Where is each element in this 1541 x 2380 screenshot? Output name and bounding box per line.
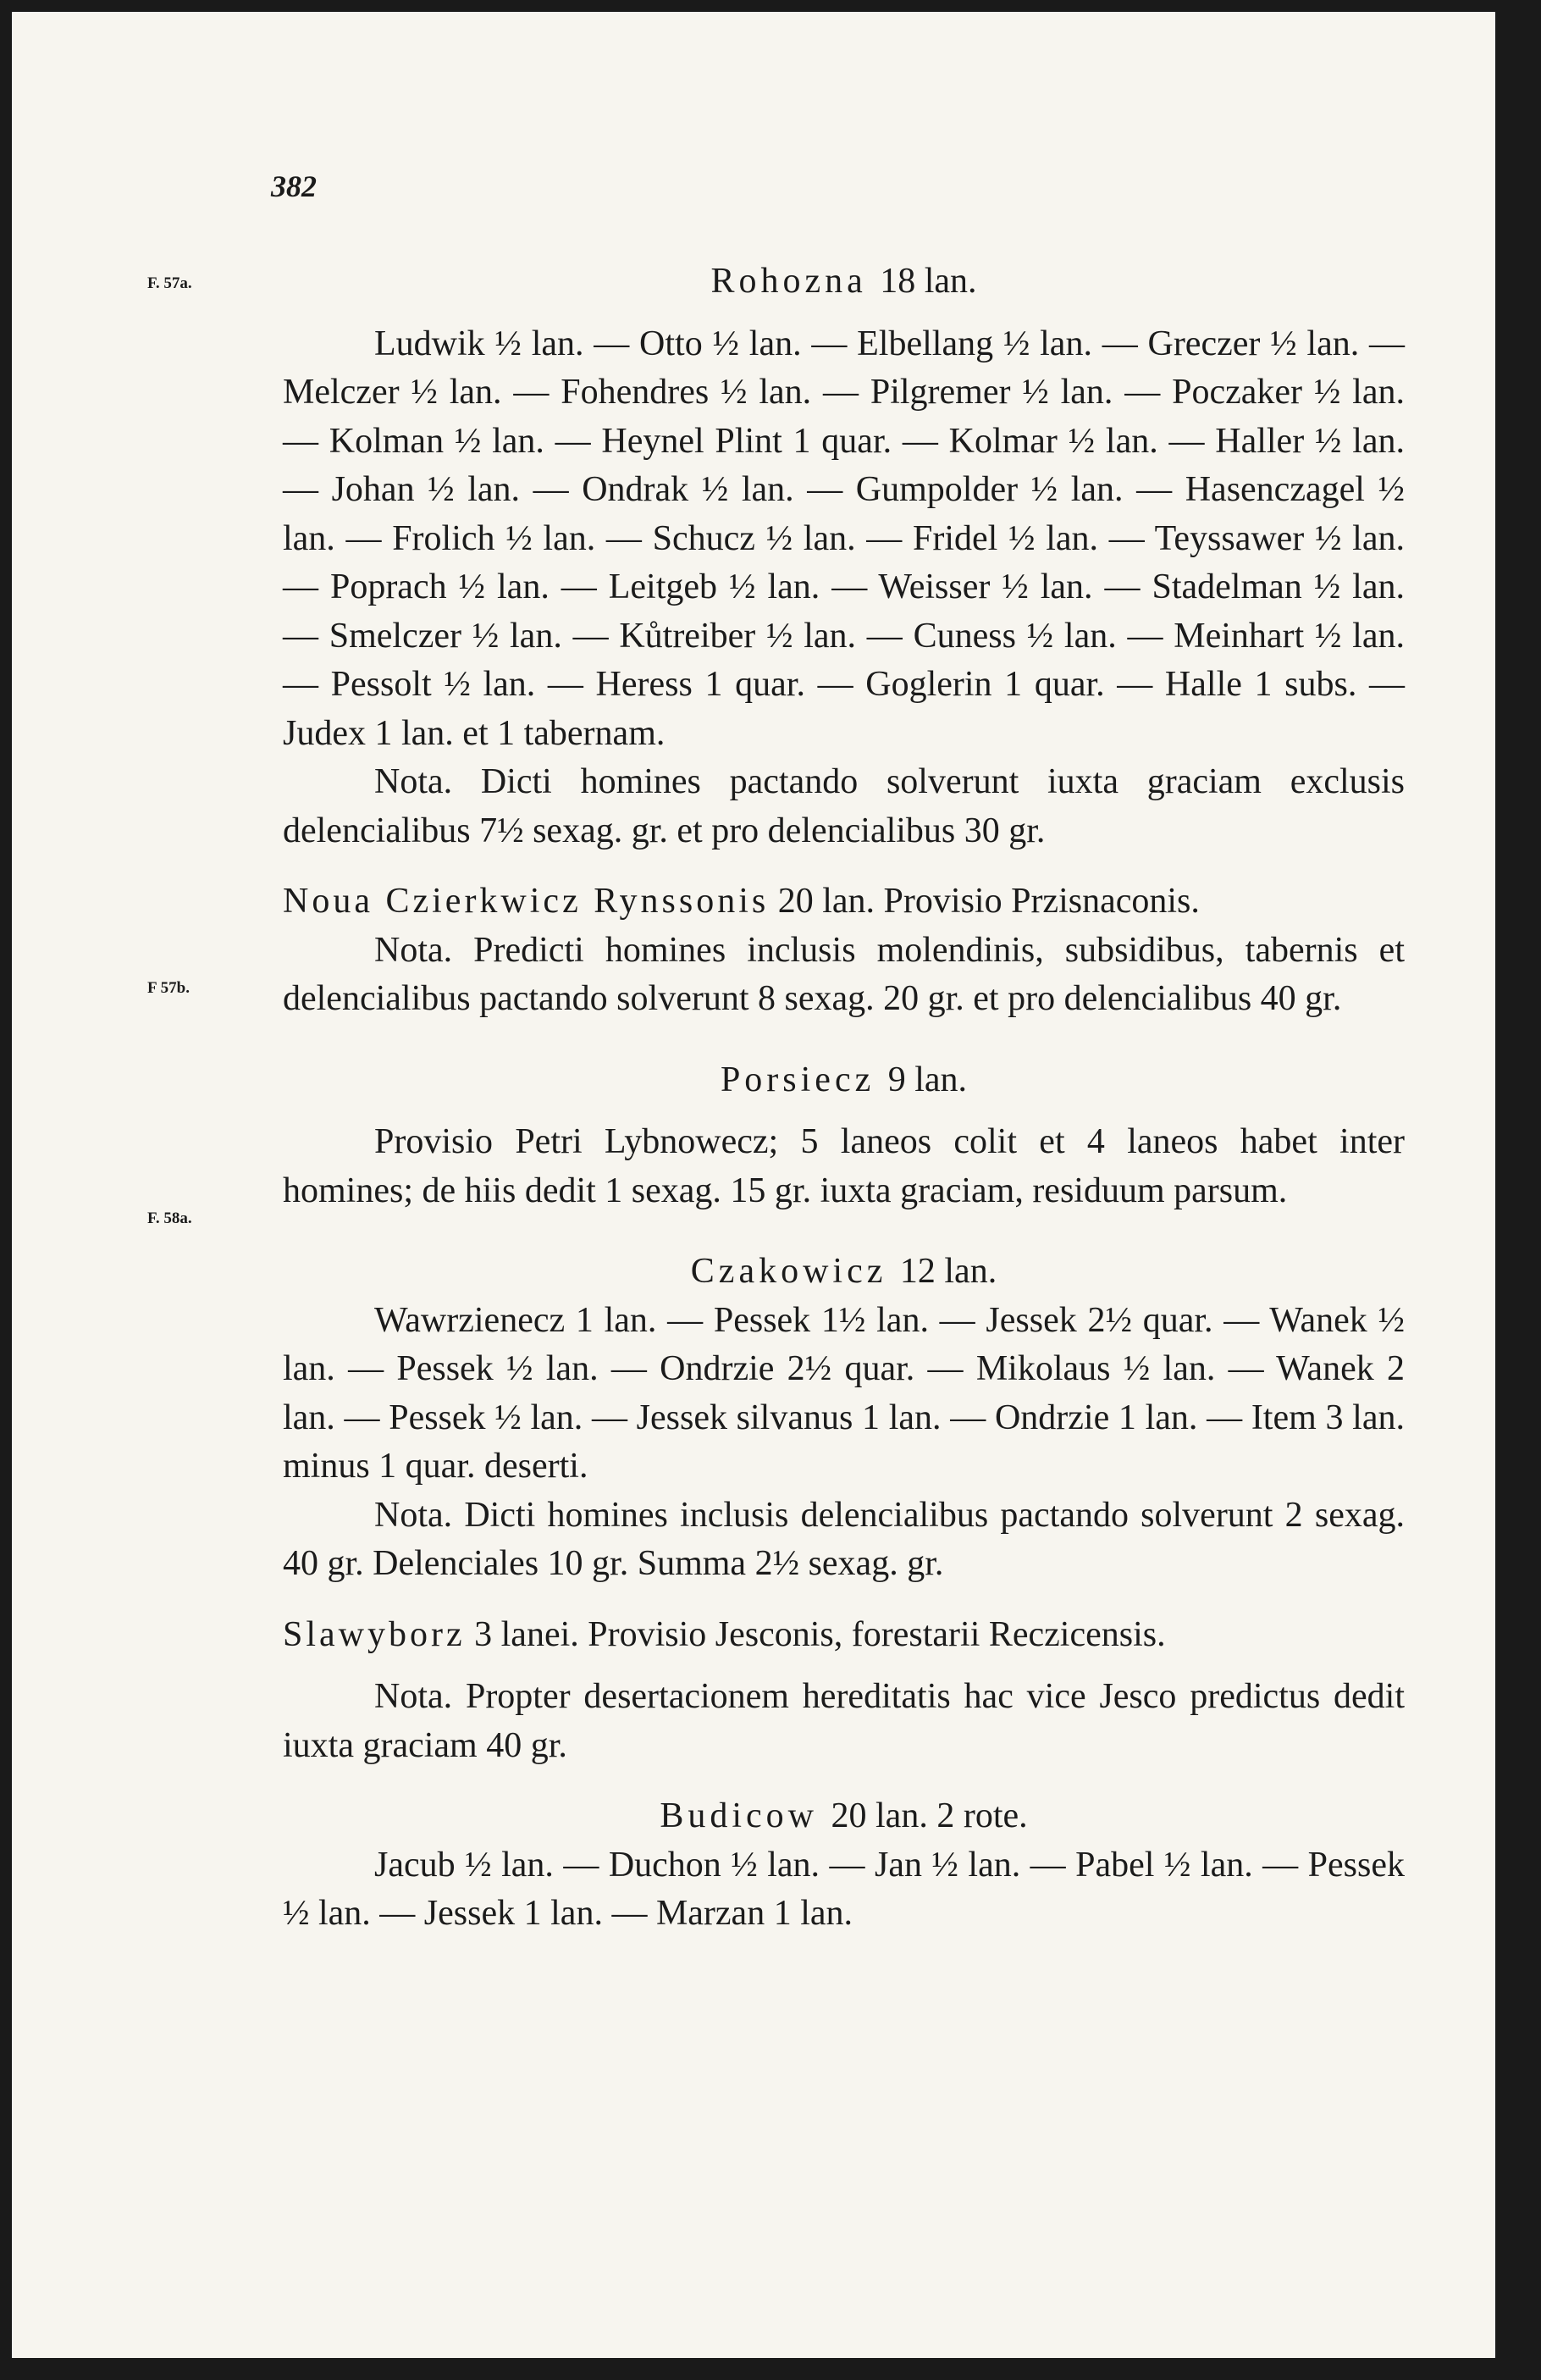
tenant-list-czakowicz: Wawrzienecz 1 lan. — Pessek 1½ lan. — Jessek 2½ quar. — Wanek ½ lan. — Pessek ½ lan. — Ondrzie 2½ quar. — Mikolaus ½ lan. — Wanek 2 lan. — Pessek ½ lan. — Jessek silvanus 1 lan. — Ondrzie 1 lan. — Item 3 lan. minus 1 quar. deserti. xyxy=(283,1300,1405,1486)
text-porsiecz: Provisio Petri Lybnowecz; 5 laneos colit et 4 laneos habet inter homines; de hiis dedit 1 sexag. 15 gr. iuxta graciam, residuum parsum. xyxy=(283,1122,1405,1210)
nota-rohozna: Nota. Dicti homines pactando solverunt iuxta graciam exclusis delencialibus 7½ sexag. gr. et pro delencialibus 30 gr. xyxy=(283,762,1405,850)
margin-note-f57a: F. 57a. xyxy=(147,274,192,292)
place-extent: 18 lan. xyxy=(880,262,977,301)
section-heading-czakowicz xyxy=(283,1248,1405,1297)
place-extent: 12 lan. xyxy=(899,1252,997,1291)
document-page xyxy=(12,12,1495,2358)
place-name: Budicow xyxy=(660,1796,819,1835)
nota-noua-czierkwicz: Nota. Predicti homines inclusis molendinis, subsidibus, tabernis et delencialibus pactando solverunt 8 sexag. 20 gr. et pro delencialibus 40 gr. xyxy=(283,930,1405,1018)
place-name: Czakowicz xyxy=(690,1252,887,1291)
place-name: Noua Czierkwicz Rynssonis xyxy=(283,882,770,921)
section-heading-budicow xyxy=(283,1792,1405,1841)
place-extent: 20 lan. Provisio Przisnaconis. xyxy=(777,882,1200,921)
margin-note-f57b: F 57b. xyxy=(147,979,190,997)
tenant-list-rohozna: Ludwik ½ lan. — Otto ½ lan. — Elbellang ½ lan. — Greczer ½ lan. — Melczer ½ lan. — Fohendres ½ lan. — Pilgremer ½ lan. — Poczaker ½ lan. — Kolman ½ lan. — Heynel Plint 1 quar. — Kolmar ½ lan. — Haller ½ lan. — Johan ½ lan. — Ondrak ½ lan. — Gumpolder ½ lan. — Hasenczagel ½ lan. — Frolich ½ lan. — Schucz ½ lan. — Fridel ½ lan. — Teyssawer ½ lan. — Poprach ½ lan. — Leitgeb ½ lan. — Weisser ½ lan. — Stadelman ½ lan. — Smelczer ½ lan. — Kůtreiber ½ lan. — Cuness ½ lan. — Meinhart ½ lan. — Pessolt ½ lan. — Heress 1 quar. — Goglerin 1 quar. — Halle 1 subs. — Judex 1 lan. et 1 tabernam. xyxy=(283,324,1405,753)
section-heading-porsiecz xyxy=(283,1056,1405,1105)
margin-note-f58a: F. 58a. xyxy=(147,1209,192,1227)
document-body xyxy=(283,257,1405,1939)
nota-czakowicz: Nota. Dicti homines inclusis delencialibus pactando solverunt 2 sexag. 40 gr. Delenciales 10 gr. Summa 2½ sexag. gr. xyxy=(283,1495,1405,1583)
nota-slawyborz: Nota. Propter desertacionem hereditatis hac vice Jesco predictus dedit iuxta graciam 40 gr. xyxy=(283,1677,1405,1765)
place-name: Rohozna xyxy=(710,262,867,301)
place-extent: 9 lan. xyxy=(887,1060,968,1099)
place-name: Porsiecz xyxy=(720,1060,875,1099)
tenant-list-budicow: Jacub ½ lan. — Duchon ½ lan. — Jan ½ lan. — Pabel ½ lan. — Pessek ½ lan. — Jessek 1 lan. — Marzan 1 lan. xyxy=(283,1845,1405,1933)
place-name: Slawyborz xyxy=(283,1614,466,1654)
place-extent: 20 lan. 2 rote. xyxy=(831,1796,1028,1835)
place-extent: 3 lanei. Provisio Jesconis, forestarii Reczicensis. xyxy=(474,1614,1166,1654)
section-heading-rohozna xyxy=(283,257,1405,307)
section-heading-slawyborz xyxy=(283,1611,1405,1660)
page-number: 382 xyxy=(271,169,317,203)
section-heading-noua-czierkwicz xyxy=(283,877,1405,927)
